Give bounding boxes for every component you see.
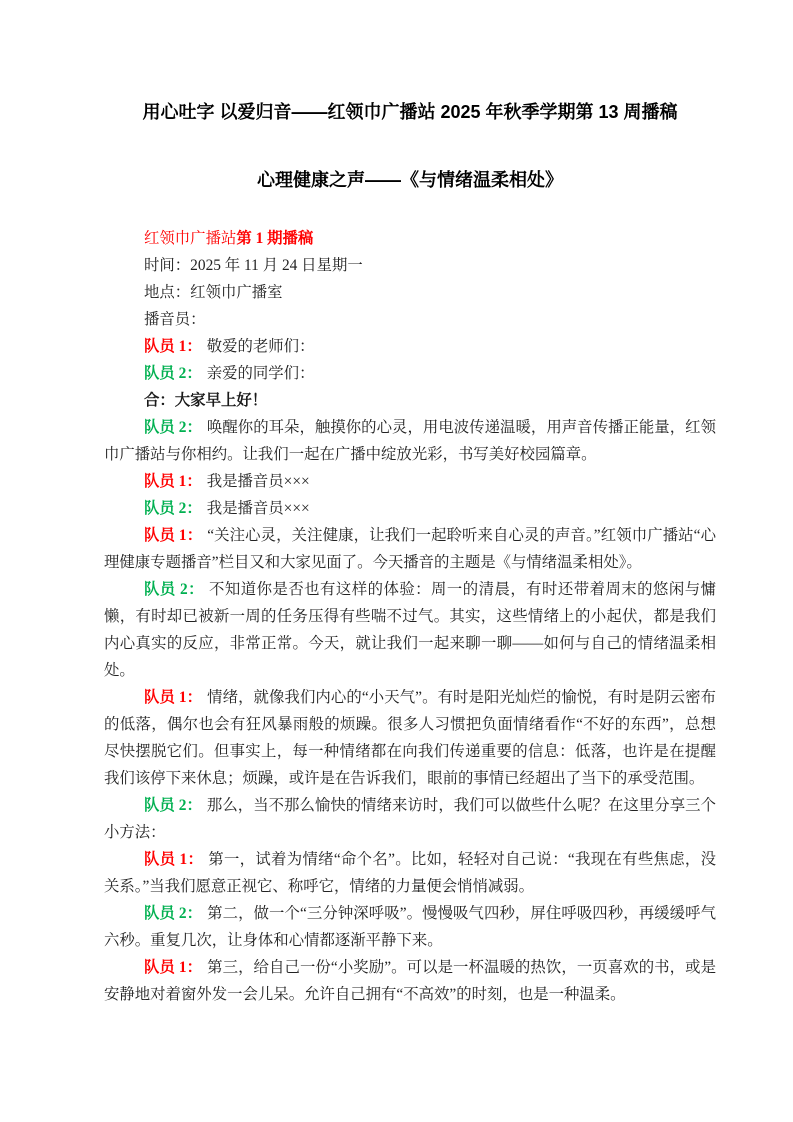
script-body <box>104 225 716 1008</box>
speaker-label-member1: 队员 1： <box>144 473 202 490</box>
speaker-label-member2: 队员 2： <box>144 905 203 922</box>
speaker-label-member2: 队员 2： <box>144 419 202 436</box>
paragraph <box>104 954 716 1008</box>
paragraph <box>104 333 716 360</box>
dialogue-text: 第一，试着为情绪“命个名”。比如，轻轻对自己说：“我现在有些焦虑，没关系。”当我们愿意正视它、称呼它，情绪的力量便会悄悄减弱。 <box>104 851 717 895</box>
paragraph <box>104 387 716 414</box>
issue-station-label: 红领巾广播站 <box>144 230 237 247</box>
dialogue-text: 时间：2025 年 11 月 24 日星期一 <box>144 257 363 274</box>
paragraph <box>104 522 716 576</box>
speaker-label-member1: 队员 1： <box>144 689 203 706</box>
dialogue-text: 我是播音员××× <box>206 500 310 517</box>
paragraph <box>104 792 716 846</box>
paragraph <box>104 306 716 333</box>
speaker-label-member2: 队员 2： <box>144 797 202 814</box>
speaker-label-member1: 队员 1： <box>144 338 202 355</box>
paragraph <box>104 900 716 954</box>
dialogue-text: 情绪，就像我们内心的“小天气”。有时是阳光灿烂的愉悦，有时是阴云密布的低落，偶尔也会有狂风暴雨般的烦躁。很多人习惯把负面情绪看作“不好的东西”，总想尽快摆脱它们。但事实上，每一种情绪都在向我们传递重要的信息：低落，也许是在提醒我们该停下来休息；烦躁，或许是在告诉我们，眼前的事情已经超出了当下的承受范围。 <box>104 689 716 787</box>
dialogue-text: 播音员： <box>144 311 206 328</box>
speaker-label-member1: 队员 1： <box>144 527 203 544</box>
speaker-label-member2: 队员 2： <box>144 581 205 598</box>
document-subtitle: 心理健康之声——《与情绪温柔相处》 <box>257 170 563 190</box>
paragraph <box>104 468 716 495</box>
dialogue-text: 我是播音员××× <box>206 473 310 490</box>
dialogue-text: 地点：红领巾广播室 <box>144 284 283 301</box>
paragraph <box>104 846 716 900</box>
speaker-label-member2: 队员 2： <box>144 500 202 517</box>
speaker-label-member1: 队员 1： <box>144 851 204 868</box>
paragraph <box>104 495 716 522</box>
dialogue-text: 敬爱的老师们： <box>206 338 315 355</box>
dialogue-text: 那么，当不那么愉快的情绪来访时，我们可以做些什么呢？在这里分享三个小方法： <box>104 797 716 841</box>
speaker-label-member1: 队员 1： <box>144 959 203 976</box>
dialogue-text: “关注心灵，关注健康，让我们一起聆听来自心灵的声音。”红领巾广播站“心理健康专题播音”栏目又和大家见面了。今天播音的主题是《与情绪温柔相处》。 <box>104 527 717 571</box>
dialogue-text: 第三，给自己一份“小奖励”。可以是一杯温暖的热饮，一页喜欢的书，或是安静地对着窗外发一会儿呆。允许自己拥有“不高效”的时刻，也是一种温柔。 <box>104 959 716 1003</box>
paragraph <box>104 576 716 684</box>
paragraph <box>104 225 716 252</box>
speaker-label-member2: 队员 2： <box>144 365 202 382</box>
dialogue-text: 不知道你是否也有这样的体验：周一的清晨，有时还带着周末的悠闲与慵懒，有时却已被新一周的任务压得有些喘不过气。其实，这些情绪上的小起伏，都是我们内心真实的反应，非常正常。今天，就让我们一起来聊一聊——如何与自己的情绪温柔相处。 <box>104 581 716 679</box>
paragraph <box>104 252 716 279</box>
issue-number-label: 第 1 期播稿 <box>236 230 314 247</box>
dialogue-text: 亲爱的同学们： <box>206 365 315 382</box>
paragraph <box>104 360 716 387</box>
speaker-label-together: 合：大家早上好！ <box>144 392 268 409</box>
dialogue-text: 唤醒你的耳朵，触摸你的心灵，用电波传递温暖，用声音传播正能量，红领巾广播站与你相约。让我们一起在广播中绽放光彩，书写美好校园篇章。 <box>104 419 716 463</box>
dialogue-text: 第二，做一个“三分钟深呼吸”。慢慢吸气四秒，屏住呼吸四秒，再缓缓呼气六秒。重复几次，让身体和心情都逐渐平静下来。 <box>104 905 716 949</box>
paragraph <box>104 414 716 468</box>
paragraph <box>104 279 716 306</box>
paragraph <box>104 684 716 792</box>
document-title: 用心吐字 以爱归音——红领巾广播站 2025 年秋季学期第 13 周播稿 <box>142 102 678 122</box>
